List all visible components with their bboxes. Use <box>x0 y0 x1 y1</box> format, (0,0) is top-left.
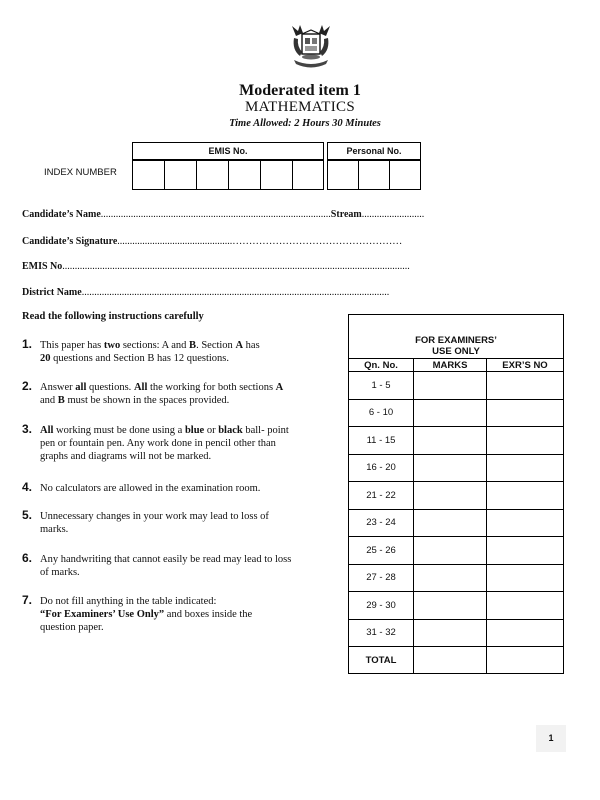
exr-cell[interactable] <box>487 537 564 565</box>
signature-label: Candidate’s Signature <box>22 236 118 247</box>
district-label: District Name <box>22 287 82 298</box>
instruction-number: 1. <box>22 337 33 351</box>
page-number: 1 <box>536 725 566 752</box>
instruction-text <box>40 595 345 634</box>
digit-box[interactable] <box>260 160 293 190</box>
digit-box[interactable] <box>132 160 165 190</box>
marks-cell[interactable] <box>414 509 487 537</box>
total-marks-cell[interactable] <box>414 647 487 674</box>
district-line[interactable]: ........................................................................................................................... <box>81 287 390 298</box>
instruction-text: Answer all questions. All the working for both sections A and B must be shown in the spaces provided. <box>40 382 284 406</box>
marks-cell[interactable] <box>414 427 487 455</box>
instruction-text: Any handwriting that cannot easily be read may lead to loss of marks. <box>40 554 292 578</box>
digit-box[interactable] <box>389 160 421 190</box>
emis-label: EMIS No <box>22 261 63 272</box>
coat-of-arms-icon <box>288 22 334 70</box>
signature-line[interactable]: ..............................................…………………………………………… <box>117 236 403 247</box>
examiners-use-table <box>348 314 564 674</box>
instruction-number: 3. <box>22 422 33 436</box>
table-row <box>349 592 564 620</box>
instruction-text: All working must be done using a blue or black ball- point pen or fountain pen. Any work done in pencil other than graphs and diagrams will not be marked. <box>40 425 289 462</box>
instruction-emphasis: “For Examiners’ Use Only” <box>40 609 165 620</box>
table-row <box>349 537 564 565</box>
index-number-label: INDEX NUMBER <box>44 167 117 178</box>
examiners-title-line: FOR EXAMINERS’ <box>415 335 497 346</box>
examiners-table-title <box>349 315 564 359</box>
table-row <box>349 564 564 592</box>
table-row <box>349 482 564 510</box>
table-row <box>349 454 564 482</box>
marks-cell[interactable] <box>414 564 487 592</box>
table-row <box>349 427 564 455</box>
instructions-heading: Read the following instructions carefully <box>22 311 204 322</box>
examiners-title-line: USE ONLY <box>432 346 480 357</box>
digit-box[interactable] <box>164 160 197 190</box>
personal-number-boxes[interactable] <box>327 160 421 190</box>
subject-title: MATHEMATICS <box>245 99 355 115</box>
exr-cell[interactable] <box>487 399 564 427</box>
question-range: 21 - 22 <box>349 482 414 510</box>
col-header-exr: EXR’S NO <box>487 359 564 372</box>
emis-field[interactable] <box>22 261 410 272</box>
exr-cell[interactable] <box>487 427 564 455</box>
marks-cell[interactable] <box>414 399 487 427</box>
marks-cell[interactable] <box>414 619 487 647</box>
table-row <box>349 399 564 427</box>
question-range: 23 - 24 <box>349 509 414 537</box>
question-range: 11 - 15 <box>349 427 414 455</box>
instruction-text: No calculators are allowed in the examination room. <box>40 483 261 494</box>
exr-cell[interactable] <box>487 564 564 592</box>
digit-box[interactable] <box>327 160 359 190</box>
instruction-number: 6. <box>22 551 33 565</box>
question-range: 25 - 26 <box>349 537 414 565</box>
question-range: 1 - 5 <box>349 372 414 400</box>
personal-no-header: Personal No. <box>327 142 421 160</box>
instruction-text: Unnecessary changes in your work may lead to loss of marks. <box>40 511 269 535</box>
instruction-line: and boxes inside the <box>164 609 253 620</box>
exr-cell[interactable] <box>487 592 564 620</box>
exr-cell[interactable] <box>487 509 564 537</box>
instruction-text: This paper has two sections: A and B. Section A has 20 questions and Section B has 12 questions. <box>40 340 260 364</box>
exr-cell[interactable] <box>487 482 564 510</box>
item-title: Moderated item 1 <box>239 82 361 99</box>
col-header-marks: MARKS <box>414 359 487 372</box>
question-range: 27 - 28 <box>349 564 414 592</box>
instruction-number: 2. <box>22 379 33 393</box>
marks-cell[interactable] <box>414 592 487 620</box>
table-row <box>349 619 564 647</box>
marks-cell[interactable] <box>414 454 487 482</box>
emis-number-boxes[interactable] <box>132 160 324 190</box>
exr-cell[interactable] <box>487 619 564 647</box>
question-range: 31 - 32 <box>349 619 414 647</box>
digit-box[interactable] <box>292 160 324 190</box>
total-label: TOTAL <box>349 647 414 674</box>
total-exr-cell[interactable] <box>487 647 564 674</box>
exr-cell[interactable] <box>487 372 564 400</box>
district-name-field[interactable] <box>22 287 389 298</box>
emis-no-header: EMIS No. <box>132 142 324 160</box>
marks-cell[interactable] <box>414 372 487 400</box>
col-header-qn: Qn. No. <box>349 359 414 372</box>
marks-cell[interactable] <box>414 537 487 565</box>
candidate-name-label: Candidate’s Name <box>22 209 101 220</box>
candidate-signature-field[interactable] <box>22 236 402 247</box>
marks-cell[interactable] <box>414 482 487 510</box>
instruction-number: 7. <box>22 593 33 607</box>
digit-box[interactable] <box>228 160 261 190</box>
stream-line[interactable]: ......................... <box>361 209 425 220</box>
instruction-line: Do not fill anything in the table indicated: <box>40 596 217 607</box>
time-allowed: Time Allowed: 2 Hours 30 Minutes <box>229 118 381 129</box>
question-range: 16 - 20 <box>349 454 414 482</box>
table-row <box>349 372 564 400</box>
instruction-line: question paper. <box>40 622 104 633</box>
digit-box[interactable] <box>358 160 390 190</box>
instruction-number: 4. <box>22 480 33 494</box>
question-range: 29 - 30 <box>349 592 414 620</box>
stream-label: Stream <box>330 209 362 220</box>
emis-line[interactable]: ........................................................................................................................................... <box>62 261 410 272</box>
question-range: 6 - 10 <box>349 399 414 427</box>
candidate-name-field[interactable] <box>22 209 424 220</box>
table-row <box>349 509 564 537</box>
exr-cell[interactable] <box>487 454 564 482</box>
instruction-number: 5. <box>22 508 33 522</box>
candidate-name-line[interactable]: ............................................................................................ <box>100 209 331 220</box>
digit-box[interactable] <box>196 160 229 190</box>
